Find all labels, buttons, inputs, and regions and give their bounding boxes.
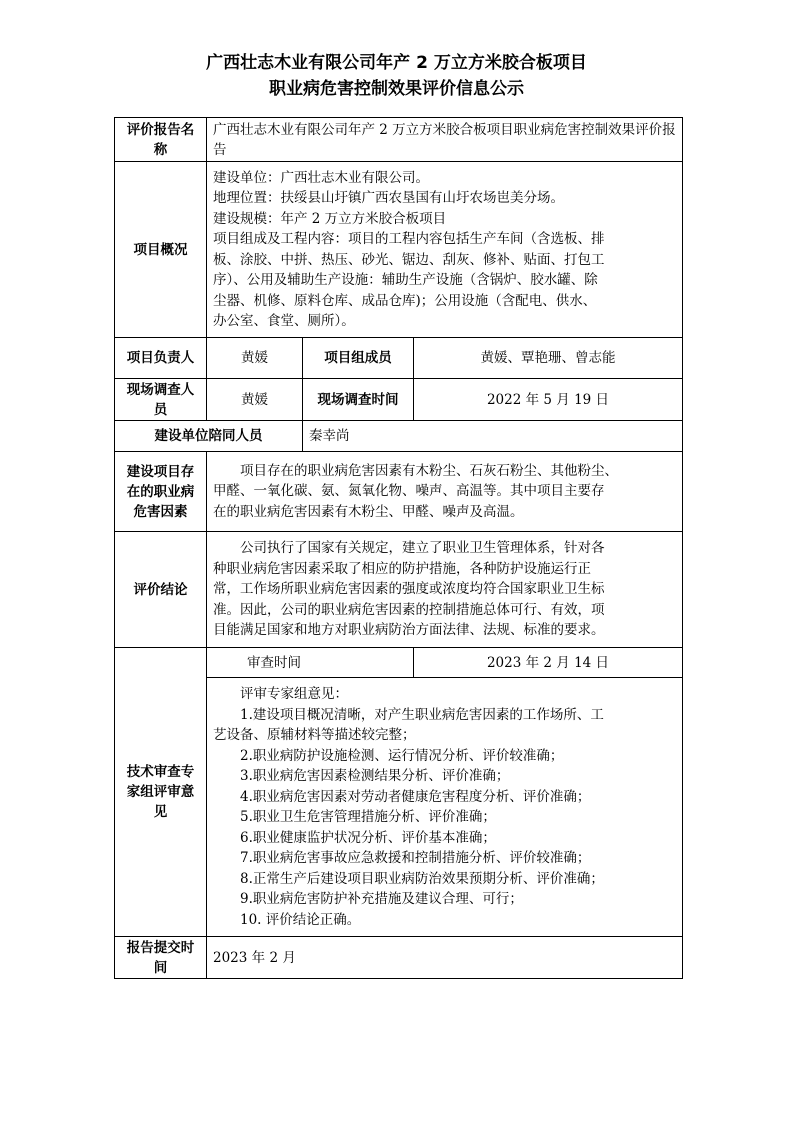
submission-label: 报告提交时间 [115, 937, 207, 979]
conclusion-line: 公司执行了国家有关规定，建立了职业卫生管理体系，针对各 [240, 540, 605, 557]
review-time-label: 审查时间 [207, 648, 414, 678]
report-name-row [115, 118, 683, 162]
escort-label: 建设单位陪同人员 [115, 421, 303, 452]
overview-line: 地理位置：扶绥县山圩镇广西农垦国有山圩农场岜美分场。 [213, 190, 564, 206]
overview-line: 序）、公用及辅助生产设施：辅助生产设施（含锅炉、胶水罐、除 [213, 272, 598, 288]
hazards-line: 在的职业病危害因素有木粉尘、甲醛、噪声及高温。 [213, 503, 524, 520]
opinion-line: 2.职业病防护设施检测、运行情况分析、评价较准确； [240, 747, 564, 764]
hazards-line: 甲醛、一氧化碳、氨、氮氧化物、噪声、高温等。其中项目主要存 [213, 483, 605, 500]
opinion-line: 5.职业卫生危害管理措施分析、评价准确； [240, 809, 496, 825]
overview-content [207, 162, 683, 338]
hazards-row [115, 452, 683, 532]
conclusion-row [115, 532, 683, 648]
opinion-line: 评审专家组意见： [240, 686, 348, 702]
overview-label: 项目概况 [115, 162, 207, 338]
review-time-value: 2023 年 2 月 14 日 [414, 648, 683, 678]
survey-value: 黄媛 [207, 379, 303, 421]
opinion-line: 艺设备、原辅材料等描述较完整； [213, 727, 416, 743]
opinion-line: 3.职业病危害因素检测结果分析、评价准确； [240, 768, 510, 784]
document-title-line-2: 职业病危害控制效果评价信息公示 [269, 79, 524, 99]
hazards-label: 建设项目存在的职业病危害因素 [115, 452, 207, 532]
overview-line: 建设规模：年产 2 万立方米胶合板项目 [213, 210, 447, 227]
survey-time-label: 现场调查时间 [303, 379, 414, 421]
overview-line: 项目组成及工程内容：项目的工程内容包括生产车间（含选板、排 [213, 231, 605, 247]
review-label: 技术审查专家组评审意见 [115, 648, 207, 937]
report-name-label: 评价报告名称 [115, 118, 207, 162]
overview-row [115, 162, 683, 338]
conclusion-line: 准。因此，公司的职业病危害因素的控制措施总体可行、有效，项 [213, 601, 605, 618]
leader-label: 项目负责人 [115, 338, 207, 379]
hazards-content [207, 452, 683, 532]
conclusion-line: 目能满足国家和地方对职业病防治方面法律、法规、标准的要求。 [213, 622, 605, 639]
opinion-line: 9.职业病危害防护补充措施及建议合理、可行； [240, 891, 523, 907]
opinion-line: 4.职业病危害因素对劳动者健康危害程度分析、评价准确； [240, 788, 591, 805]
conclusion-label: 评价结论 [115, 532, 207, 648]
conclusion-content [207, 532, 683, 648]
report-name-value: 广西壮志木业有限公司年产 2 万立方米胶合板项目职业病危害控制效果评价报告 [207, 118, 683, 162]
hazards-line: 项目存在的职业病危害因素有木粉尘、石灰石粉尘、其他粉尘、 [240, 462, 618, 479]
review-time-row [115, 648, 683, 678]
opinion-line: 1.建设项目概况清晰，对产生职业病危害因素的工作场所、工 [240, 706, 604, 723]
submission-row [115, 937, 683, 979]
escort-row [115, 421, 683, 452]
conclusion-line: 常，工作场所职业病危害因素的强度或浓度均符合国家职业卫生标 [213, 581, 605, 598]
survey-time-value: 2022 年 5 月 19 日 [414, 379, 683, 421]
document-title-line-1: 广西壮志木业有限公司年产 2 万立方米胶合板项目 [206, 53, 587, 73]
overview-line: 尘器、机修、原料仓库、成品仓库)；公用设施（含配电、供水、 [213, 292, 597, 309]
survey-row [115, 379, 683, 421]
leader-value: 黄媛 [207, 338, 303, 379]
leader-row [115, 338, 683, 379]
opinion-line: 10. 评价结论正确。 [240, 911, 361, 928]
overview-line: 办公室、食堂、厕所）。 [213, 313, 355, 329]
survey-label: 现场调查人员 [115, 379, 207, 421]
overview-line: 板、涂胶、中拼、热压、砂光、锯边、刮灰、修补、贴面、打包工 [213, 251, 605, 268]
conclusion-line: 种职业病危害因素采取了相应的防护措施，各种防护设施运行正 [213, 560, 591, 577]
opinion-line: 8.正常生产后建设项目职业病防治效果预期分析、评价准确； [240, 870, 604, 887]
review-opinions [207, 678, 683, 937]
opinion-line: 6.职业健康监护状况分析、评价基本准确； [240, 829, 496, 846]
overview-line: 建设单位：广西壮志木业有限公司。 [213, 169, 429, 186]
member-value: 黄媛、覃艳珊、曾志能 [414, 338, 683, 379]
escort-value: 秦幸尚 [303, 421, 683, 452]
member-label: 项目组成员 [303, 338, 414, 379]
opinion-line: 7.职业病危害事故应急救援和控制措施分析、评价较准确； [240, 850, 591, 866]
submission-value: 2023 年 2 月 [207, 937, 683, 979]
disclosure-table [114, 117, 683, 979]
